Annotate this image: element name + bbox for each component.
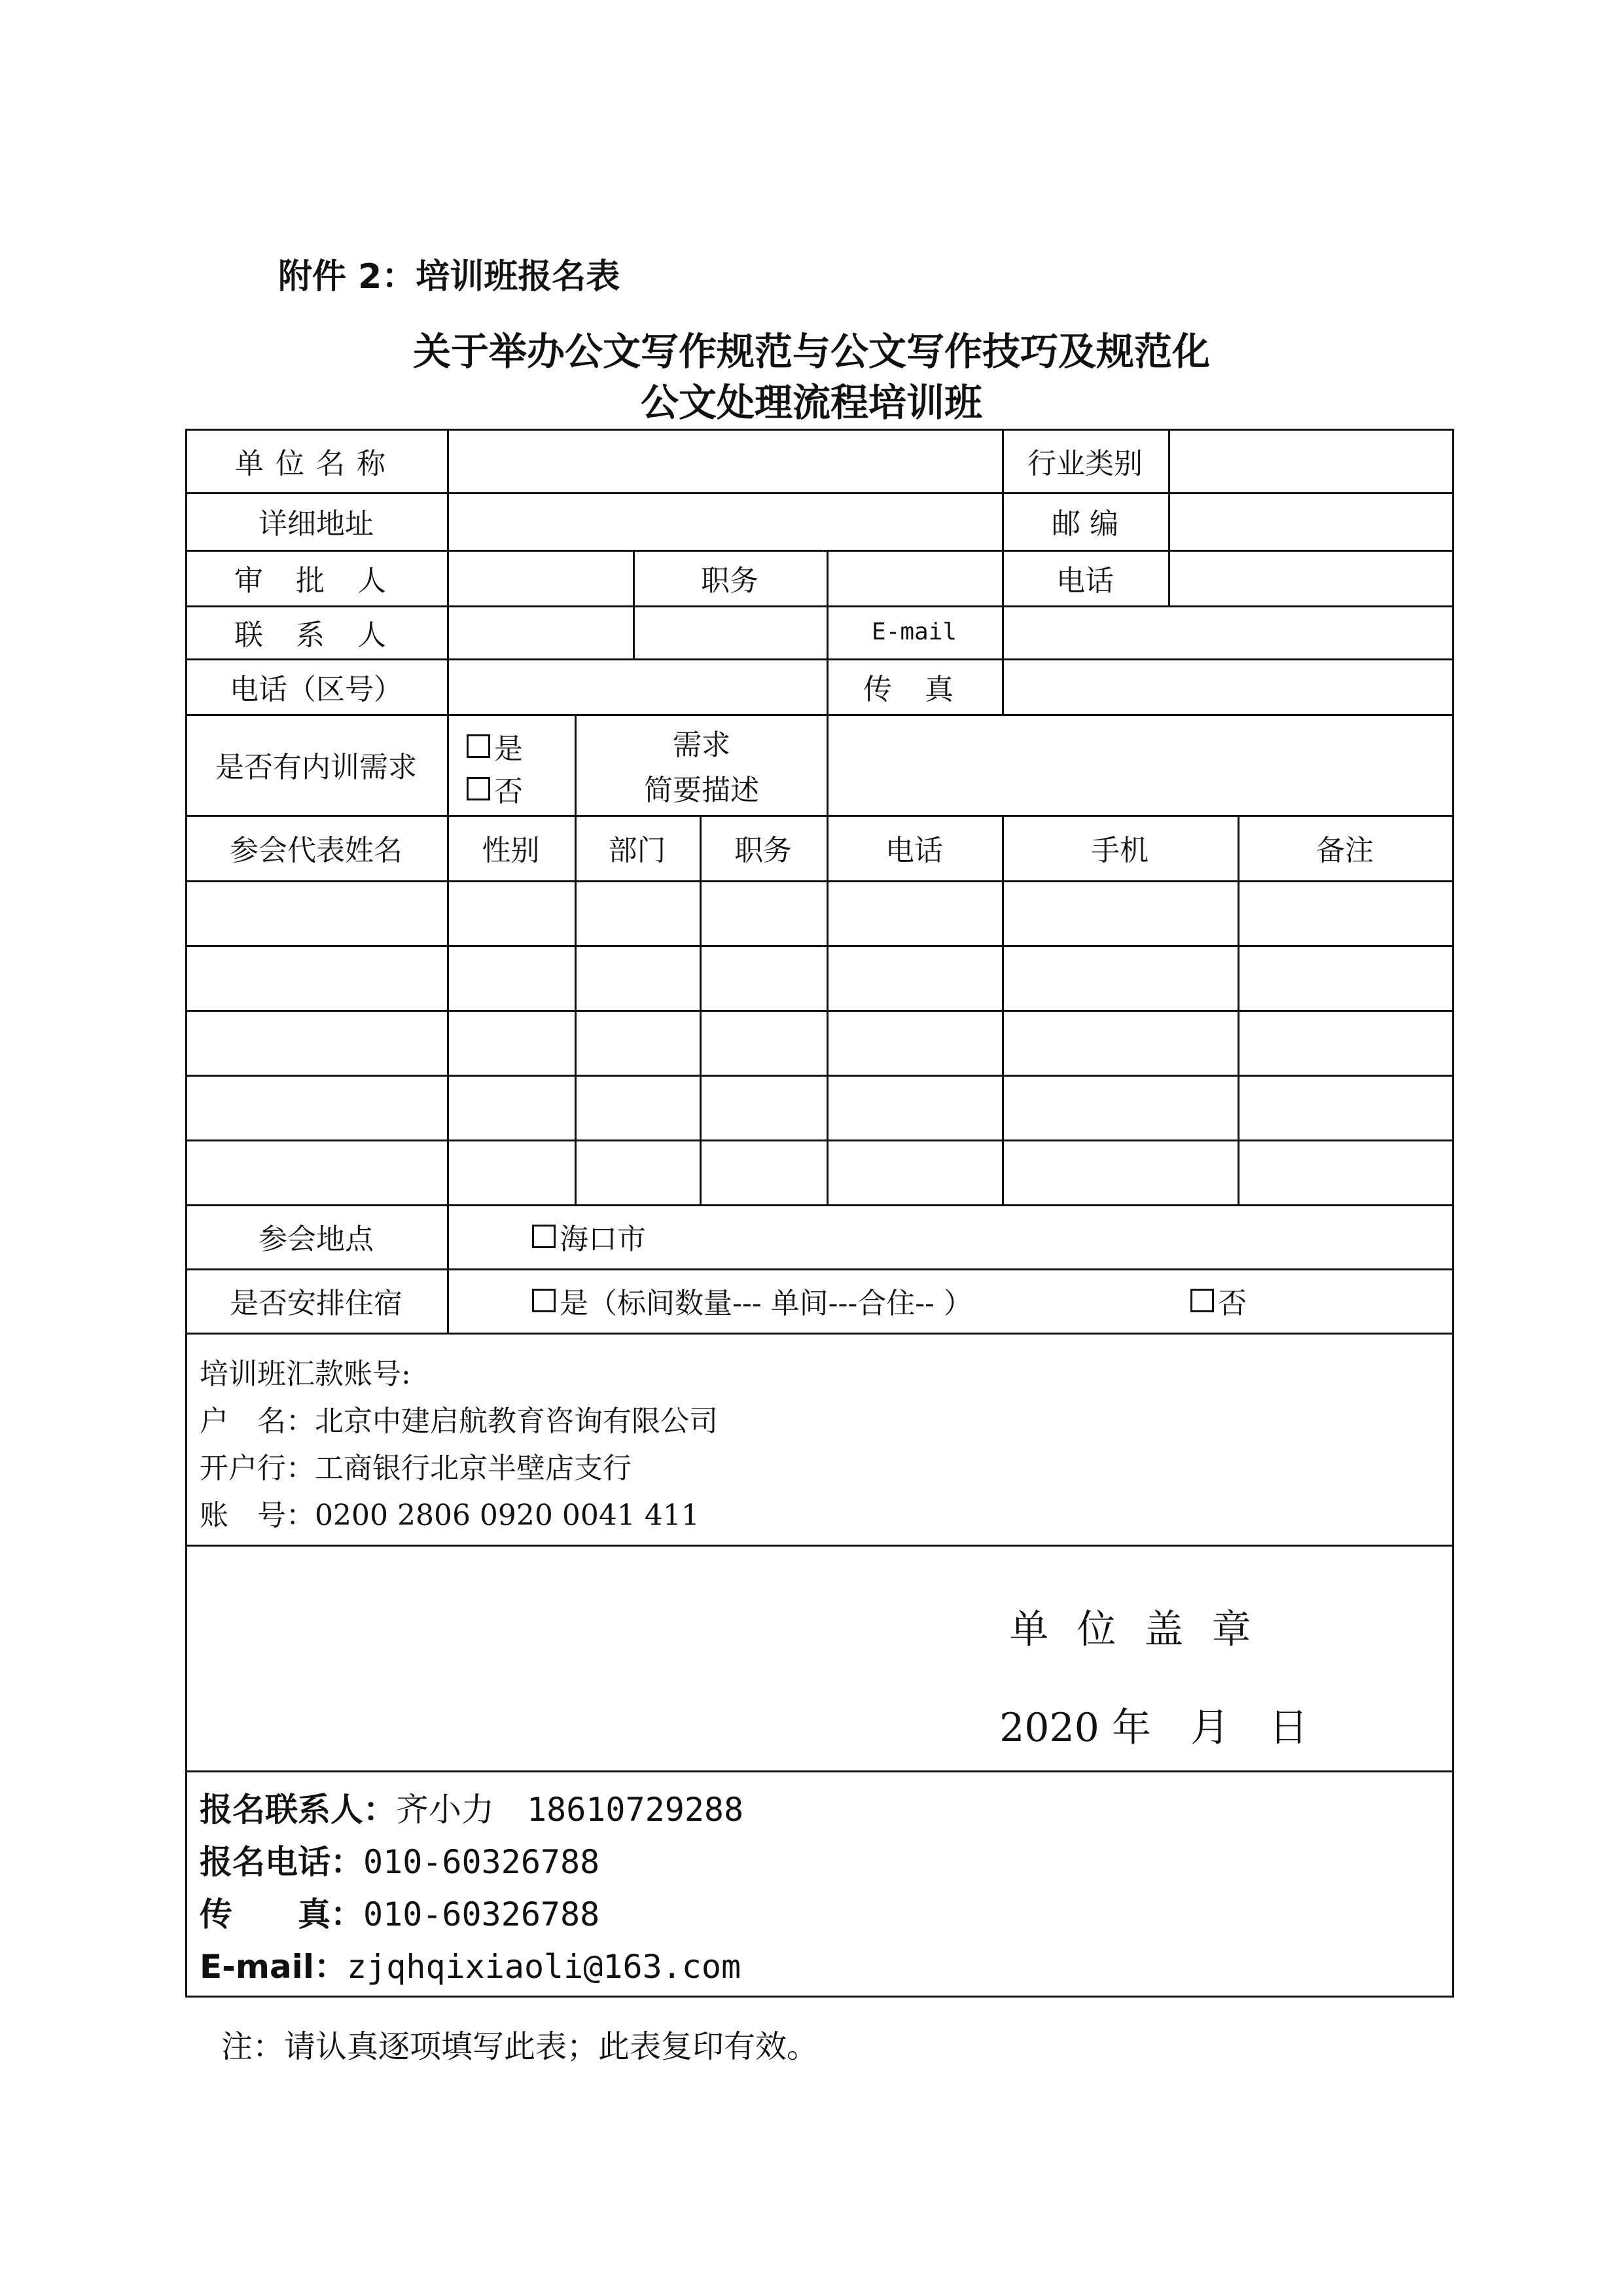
contact-position-field[interactable] (635, 605, 827, 658)
account-heading: 培训班汇款账号: (200, 1357, 411, 1391)
unit-name-label: 单位名称 (235, 446, 397, 480)
registration-table (185, 429, 1454, 1998)
checkbox-icon[interactable] (532, 1289, 556, 1312)
postcode-field[interactable] (1170, 492, 1452, 550)
lodging-yes-option[interactable]: 是（标间数量--- 单间---合住-- ） (532, 1268, 1121, 1333)
col-remarks: 备注 (1316, 834, 1374, 867)
attachment-label: 附件 2：培训班报名表 (278, 257, 620, 296)
checkbox-icon[interactable] (1190, 1289, 1214, 1312)
col-mobile: 手机 (1091, 834, 1149, 867)
col-department: 部门 (608, 834, 666, 867)
seal-label: 单 位 盖 章 (1009, 1607, 1259, 1653)
form-title-line2: 公文处理流程培训班 (640, 380, 982, 425)
form-title-line1: 关于举办公文写作规范与公文写作技巧及规范化 (412, 329, 1210, 374)
contact-email: E-mail：zjqhqixiaoli@163.com (200, 1948, 741, 1986)
address-label: 详细地址 (259, 507, 374, 541)
position-field[interactable] (829, 550, 1002, 605)
need-yes-option[interactable]: 是 (467, 726, 545, 766)
position-label: 职务 (701, 564, 758, 598)
contact-person-label: 联 系 人 (234, 618, 398, 652)
fax-field[interactable] (1004, 658, 1452, 714)
address-field[interactable] (449, 492, 1002, 550)
checkbox-icon[interactable] (532, 1225, 556, 1248)
checkbox-icon[interactable] (467, 777, 490, 800)
need-desc-label-1: 需求 (673, 728, 730, 762)
need-desc-label-2: 简要描述 (644, 774, 759, 807)
col-position: 职务 (734, 834, 792, 867)
footnote: 注：请认真逐项填写此表；此表复印有效。 (221, 2028, 819, 2065)
need-no-option[interactable]: 否 (467, 769, 545, 808)
seal-date: 2020 年 月 日 (999, 1705, 1308, 1751)
email-label: E-mail (871, 619, 957, 645)
need-desc-field[interactable] (829, 714, 1452, 815)
lodging-label: 是否安排住宿 (230, 1287, 402, 1320)
account-name: 户 名：北京中建启航教育咨询有限公司 (200, 1405, 718, 1438)
contact-person-field[interactable] (449, 605, 633, 658)
contact-fax: 传 真：010-60326788 (200, 1895, 600, 1933)
venue-option[interactable]: 海口市 (532, 1204, 859, 1268)
col-gender: 性别 (482, 834, 540, 867)
email-field[interactable] (1004, 605, 1452, 658)
account-bank: 开户行：工商银行北京半壁店支行 (200, 1452, 632, 1485)
phone-area-field[interactable] (449, 658, 827, 714)
postcode-label: 邮 编 (1052, 507, 1118, 541)
checkbox-icon[interactable] (467, 734, 490, 758)
contact-person: 报名联系人：齐小力 18610729288 (200, 1791, 744, 1829)
approver-label: 审 批 人 (234, 564, 398, 598)
phone-field[interactable] (1170, 550, 1452, 605)
industry-field[interactable] (1170, 429, 1452, 492)
unit-name-field[interactable] (449, 429, 1002, 492)
col-name: 参会代表姓名 (230, 834, 402, 867)
training-need-label: 是否有内训需求 (215, 751, 417, 784)
contact-phone: 报名电话：010-60326788 (200, 1843, 600, 1881)
col-phone: 电话 (885, 834, 943, 867)
phone-area-label: 电话（区号） (230, 672, 402, 706)
venue-label: 参会地点 (259, 1223, 374, 1256)
industry-label: 行业类别 (1027, 446, 1143, 480)
account-number: 账 号：0200 2806 0920 0041 411 (200, 1499, 700, 1532)
approver-field[interactable] (449, 550, 633, 605)
phone-label: 电话 (1056, 564, 1114, 598)
fax-label: 传 真 (863, 672, 965, 706)
lodging-no-option[interactable]: 否 (1190, 1268, 1321, 1333)
